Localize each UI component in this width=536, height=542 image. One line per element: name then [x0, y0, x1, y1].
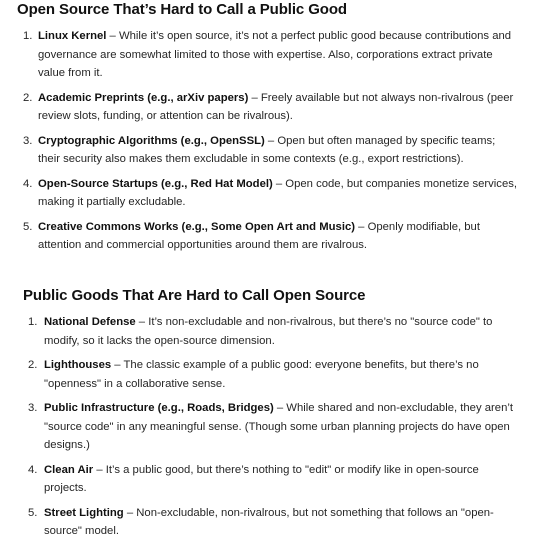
- item-text: – While shared and non-excludable, they aren’t "source code" in any meaningful sense. (Though some urban planning projects do have open designs.): [44, 402, 514, 451]
- numbered-list: [0, 313, 536, 541]
- list-item: [0, 461, 536, 498]
- item-text: – The classic example of a public good: everyone benefits, but there’s no "openness" in a collaborative sense.: [44, 359, 479, 390]
- section-open-source-hard-public-good: [0, 0, 536, 255]
- section-heading: Open Source That’s Hard to Call a Public Good: [17, 1, 347, 18]
- item-term: Lighthouses: [44, 359, 112, 371]
- item-term: Open-Source Startups (e.g., Red Hat Model): [38, 177, 273, 190]
- list-item: [0, 504, 536, 541]
- item-number: 5.: [23, 220, 33, 233]
- item-number: 1.: [23, 30, 33, 42]
- item-number: 2.: [28, 359, 38, 371]
- item-text: – Freely available but not always non-rivalrous (peer review slots, funding, or attention can be rivalrous).: [38, 91, 514, 122]
- item-number: 2.: [23, 91, 33, 104]
- item-text: – While it’s open source, it’s not a perfect public good because contributions and governance are somewhat limited to those with expertise. Also, corporations extract private value from it.: [38, 30, 512, 79]
- item-number: 4.: [28, 463, 38, 476]
- list-item: [0, 356, 536, 393]
- item-text: – Openly modifiable, but attention and commercial opportunities around them are rivalrous.: [38, 220, 480, 251]
- item-text: – Open but often managed by specific teams; their security also makes them excludable in some contexts (e.g., export restrictions).: [38, 134, 496, 165]
- item-text: – Non-excludable, non-rivalrous, but not something that follows an "open-source" model.: [44, 506, 494, 537]
- item-number: 3.: [28, 402, 38, 414]
- list-item: [0, 132, 536, 169]
- item-text: – It’s a public good, but there’s nothing to "edit" or modify like in open-source projects.: [44, 463, 479, 494]
- item-number: 5.: [28, 506, 38, 519]
- item-text: – It’s non-excludable and non-rivalrous, but there’s no "source code" to modify, so it lacks the open-source dimension.: [44, 316, 493, 347]
- item-number: 3.: [23, 134, 33, 147]
- list-item: [0, 399, 536, 455]
- list-item: [0, 175, 536, 212]
- item-term: Street Lighting: [44, 506, 124, 519]
- item-term: Creative Commons Works (e.g., Some Open Art and Music): [38, 220, 356, 233]
- section-public-goods-hard-open-source: [0, 286, 536, 541]
- item-term: Linux Kernel: [38, 30, 107, 42]
- section-heading: Public Goods That Are Hard to Call Open Source: [23, 287, 366, 304]
- item-text: – Open code, but companies monetize services, making it partially excludable.: [38, 177, 518, 208]
- list-item: [0, 27, 536, 83]
- item-term: Public Infrastructure (e.g., Roads, Bridges): [44, 402, 274, 414]
- item-term: National Defense: [44, 316, 136, 328]
- list-item: [0, 313, 536, 350]
- item-term: Academic Preprints (e.g., arXiv papers): [38, 91, 249, 104]
- numbered-list: [0, 27, 536, 255]
- list-item: [0, 89, 536, 126]
- item-number: 1.: [28, 316, 38, 328]
- item-number: 4.: [23, 177, 33, 190]
- list-item: [0, 218, 536, 255]
- item-term: Clean Air: [44, 463, 94, 476]
- item-term: Cryptographic Algorithms (e.g., OpenSSL): [38, 134, 265, 147]
